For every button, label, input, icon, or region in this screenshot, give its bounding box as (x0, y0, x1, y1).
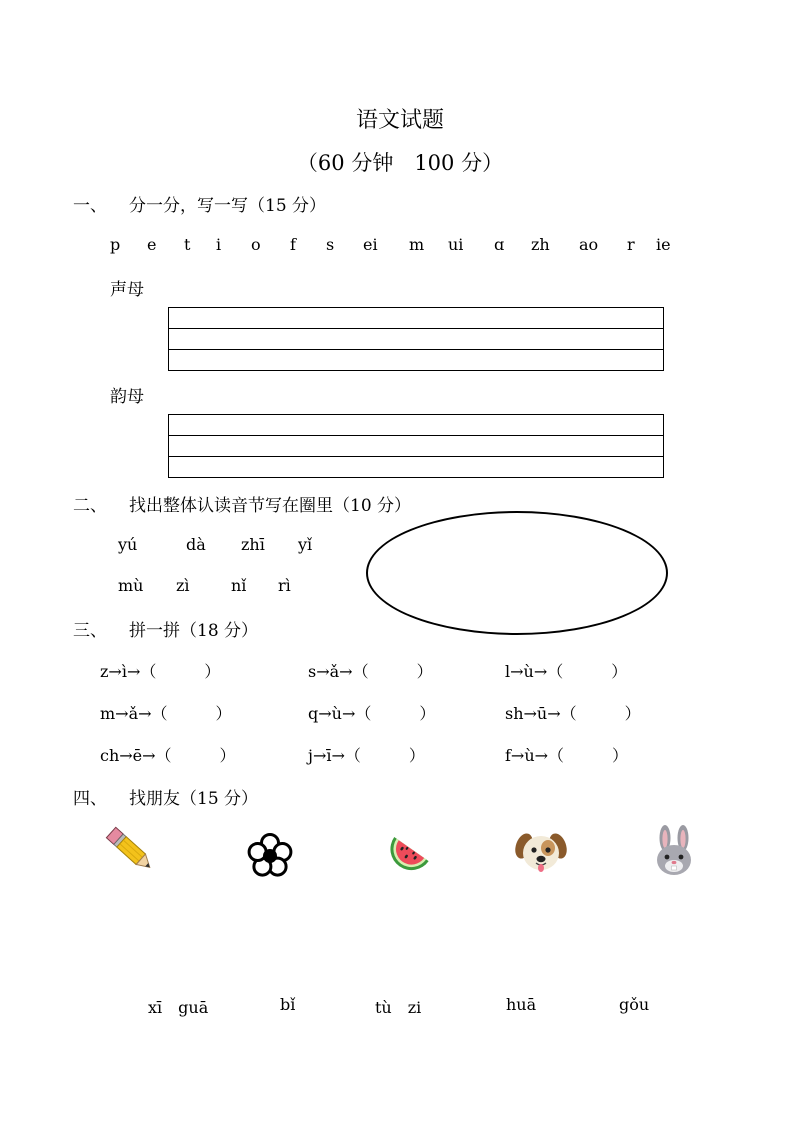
letter-item: e (147, 235, 157, 254)
letter-item: s (326, 235, 335, 254)
section3-heading (73, 616, 473, 640)
syllable-item: yǐ (298, 535, 313, 554)
section2-number: 二、 (73, 496, 107, 516)
section2-title: 找出整体认读音节写在圈里（10 分） (129, 496, 412, 516)
syllable-item: mù (118, 576, 144, 595)
syllable-item: dà (186, 535, 206, 554)
writing-line[interactable] (169, 415, 664, 436)
syllable-item: zì (176, 576, 190, 595)
spelling-item[interactable]: m→ǎ→（ ） (100, 704, 232, 723)
spelling-item[interactable]: q→ù→（ ） (308, 704, 436, 723)
spelling-item[interactable]: sh→ū→（ ） (505, 704, 641, 723)
writing-line[interactable] (169, 308, 664, 329)
dog-icon (514, 828, 568, 878)
word-item: xī guā (148, 998, 209, 1017)
spelling-item[interactable]: l→ù→（ ） (505, 662, 628, 681)
spelling-item[interactable]: ch→ē→（ ） (100, 746, 236, 765)
syllable-item: zhī (241, 535, 265, 554)
rabbit-icon (650, 824, 698, 878)
spelling-item[interactable]: z→ì→（ ） (100, 662, 221, 681)
spelling-item[interactable]: f→ù→（ ） (505, 746, 629, 765)
page-title: 语文试题 (355, 108, 444, 133)
page-subtitle: （60 分钟 100 分） (296, 151, 504, 175)
letter-item: ei (363, 235, 378, 254)
label-finals: 韵母 (110, 387, 144, 407)
letter-item: p (110, 235, 121, 254)
section4-title: 找朋友（15 分） (129, 789, 259, 809)
letter-item: ao (579, 235, 599, 254)
word-item: gǒu (619, 995, 650, 1014)
syllable-item: yú (118, 535, 138, 554)
letter-item: t (184, 235, 191, 254)
spelling-item[interactable]: s→ǎ→（ ） (308, 662, 433, 681)
pencil-icon (100, 822, 158, 878)
flower-icon (247, 833, 293, 879)
section2-heading (73, 491, 473, 515)
spelling-item[interactable]: j→ī→（ ） (308, 746, 425, 765)
section1-heading (73, 191, 473, 215)
section1-title: 分一分，写一写（15 分） (129, 196, 327, 216)
watermelon-icon (383, 830, 433, 878)
word-item: huā (506, 995, 537, 1014)
letter-item: f (290, 235, 296, 254)
section4-heading (73, 784, 473, 808)
word-item: tù zi (375, 998, 422, 1017)
letter-item: ui (448, 235, 464, 254)
letter-item: m (409, 235, 425, 254)
word-item: bǐ (280, 995, 296, 1014)
initials-writing-lines[interactable] (168, 307, 664, 371)
section1-number: 一、 (73, 196, 107, 216)
letter-item: ɑ (494, 235, 505, 254)
section3-title: 拼一拼（18 分） (129, 621, 259, 641)
section4-number: 四、 (73, 789, 107, 809)
finals-writing-lines[interactable] (168, 414, 664, 478)
letter-item: ie (656, 235, 671, 254)
section3-number: 三、 (73, 621, 107, 641)
syllable-item: rì (278, 576, 291, 595)
letter-item: zh (531, 235, 550, 254)
label-initials: 声母 (110, 280, 144, 300)
writing-line[interactable] (169, 436, 664, 457)
syllable-item: nǐ (231, 576, 247, 595)
letter-item: i (216, 235, 222, 254)
letter-item: o (251, 235, 261, 254)
writing-line[interactable] (169, 350, 664, 371)
writing-line[interactable] (169, 329, 664, 350)
letter-item: r (627, 235, 635, 254)
writing-line[interactable] (169, 457, 664, 478)
